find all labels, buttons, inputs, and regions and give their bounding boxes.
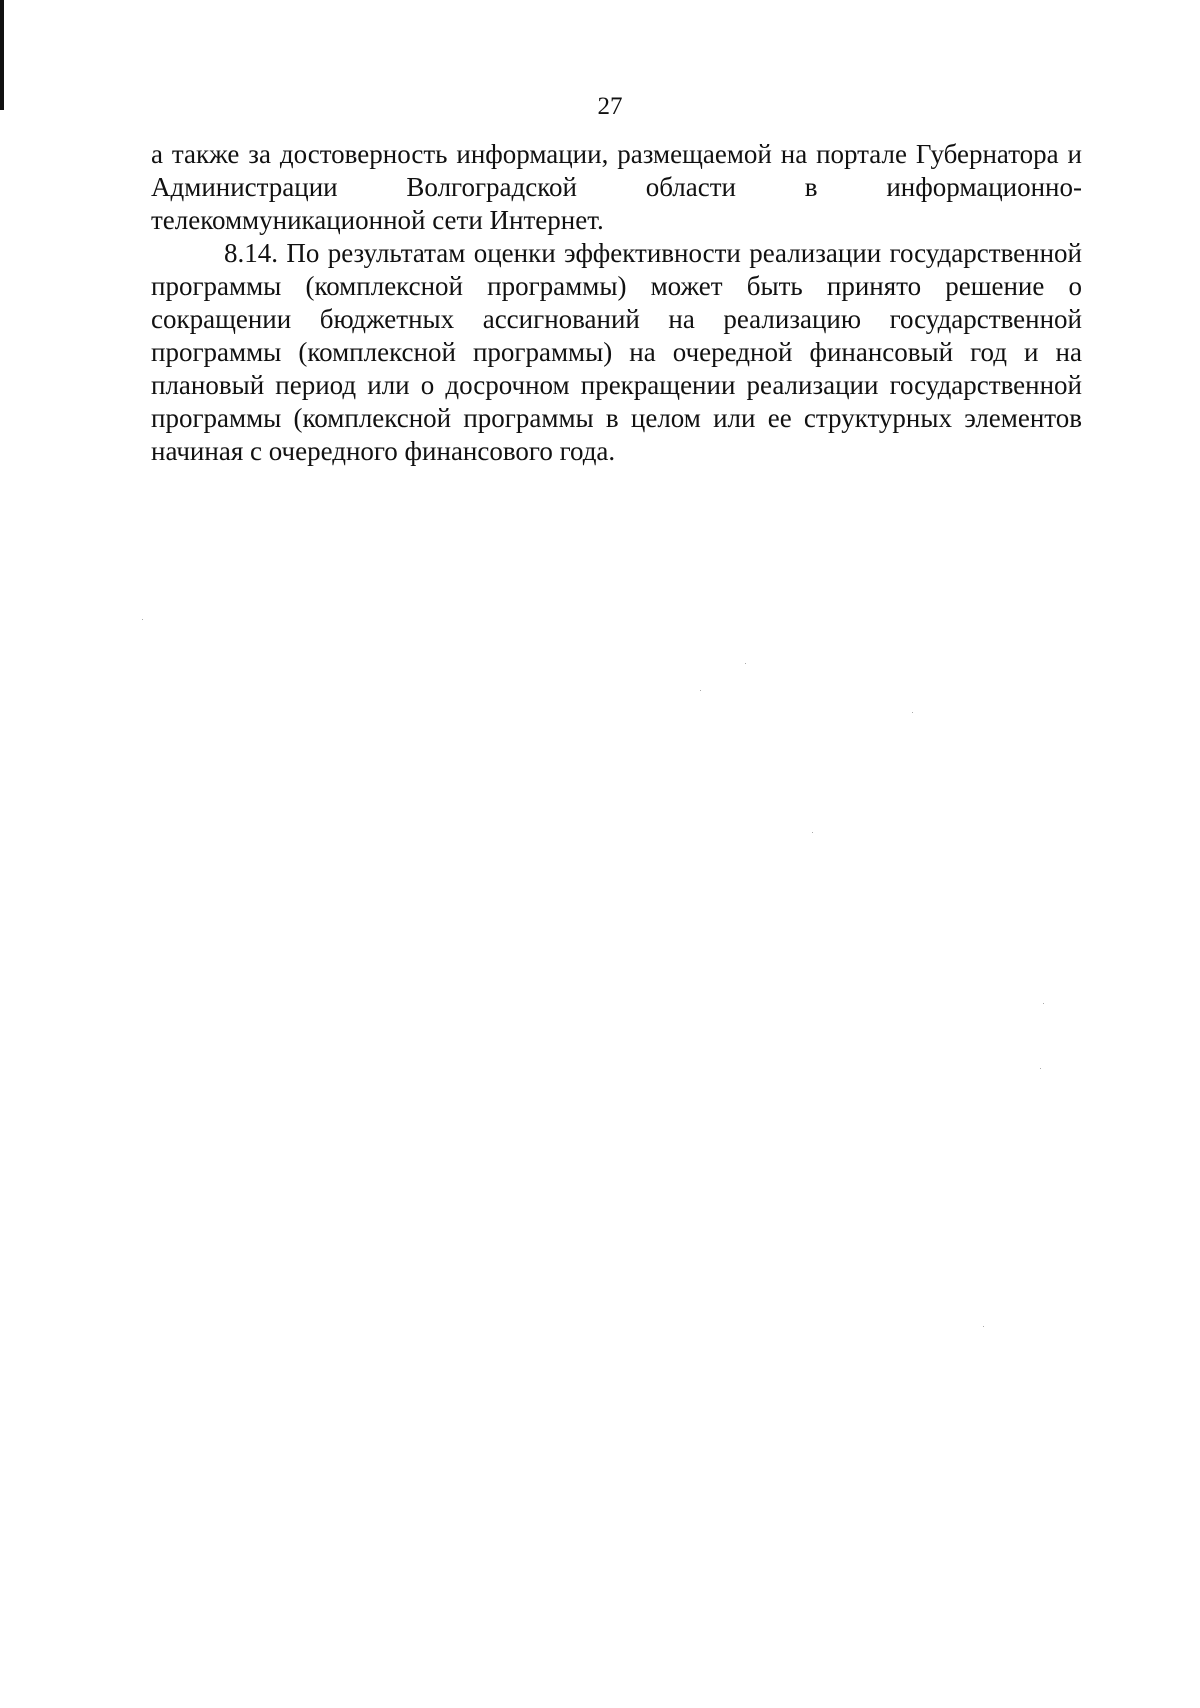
- scan-speck: [912, 712, 913, 713]
- scan-speck: [1043, 1003, 1044, 1004]
- scan-speck: [142, 619, 143, 620]
- paragraph-8-14: 8.14. По результатам оценки эффективности реализации государственной программы (комплексной программы) может быть принято решение о сокращении бюджетных ассигнований на реализацию государственной программы (комплексной программы) на очередной финансовый год и на плановый период или о досрочном прекращении реализации государственной программы (комплексной программы в целом или ее структурных элементов начиная с очередного финансового года.: [151, 238, 1082, 466]
- scan-speck: [1040, 1068, 1041, 1069]
- document-body: [151, 138, 1082, 468]
- page-number: 27: [597, 93, 623, 120]
- scan-speck: [700, 690, 701, 691]
- scan-edge-mark: [0, 0, 4, 110]
- scan-speck: [745, 663, 746, 664]
- paragraph-continuation: а также за достоверность информации, размещаемой на портале Губернатора и Администрации Волгоградской области в информационно-телекоммуникационной сети Интернет.: [151, 139, 1082, 235]
- scan-speck: [812, 832, 813, 833]
- scan-speck: [983, 1326, 984, 1327]
